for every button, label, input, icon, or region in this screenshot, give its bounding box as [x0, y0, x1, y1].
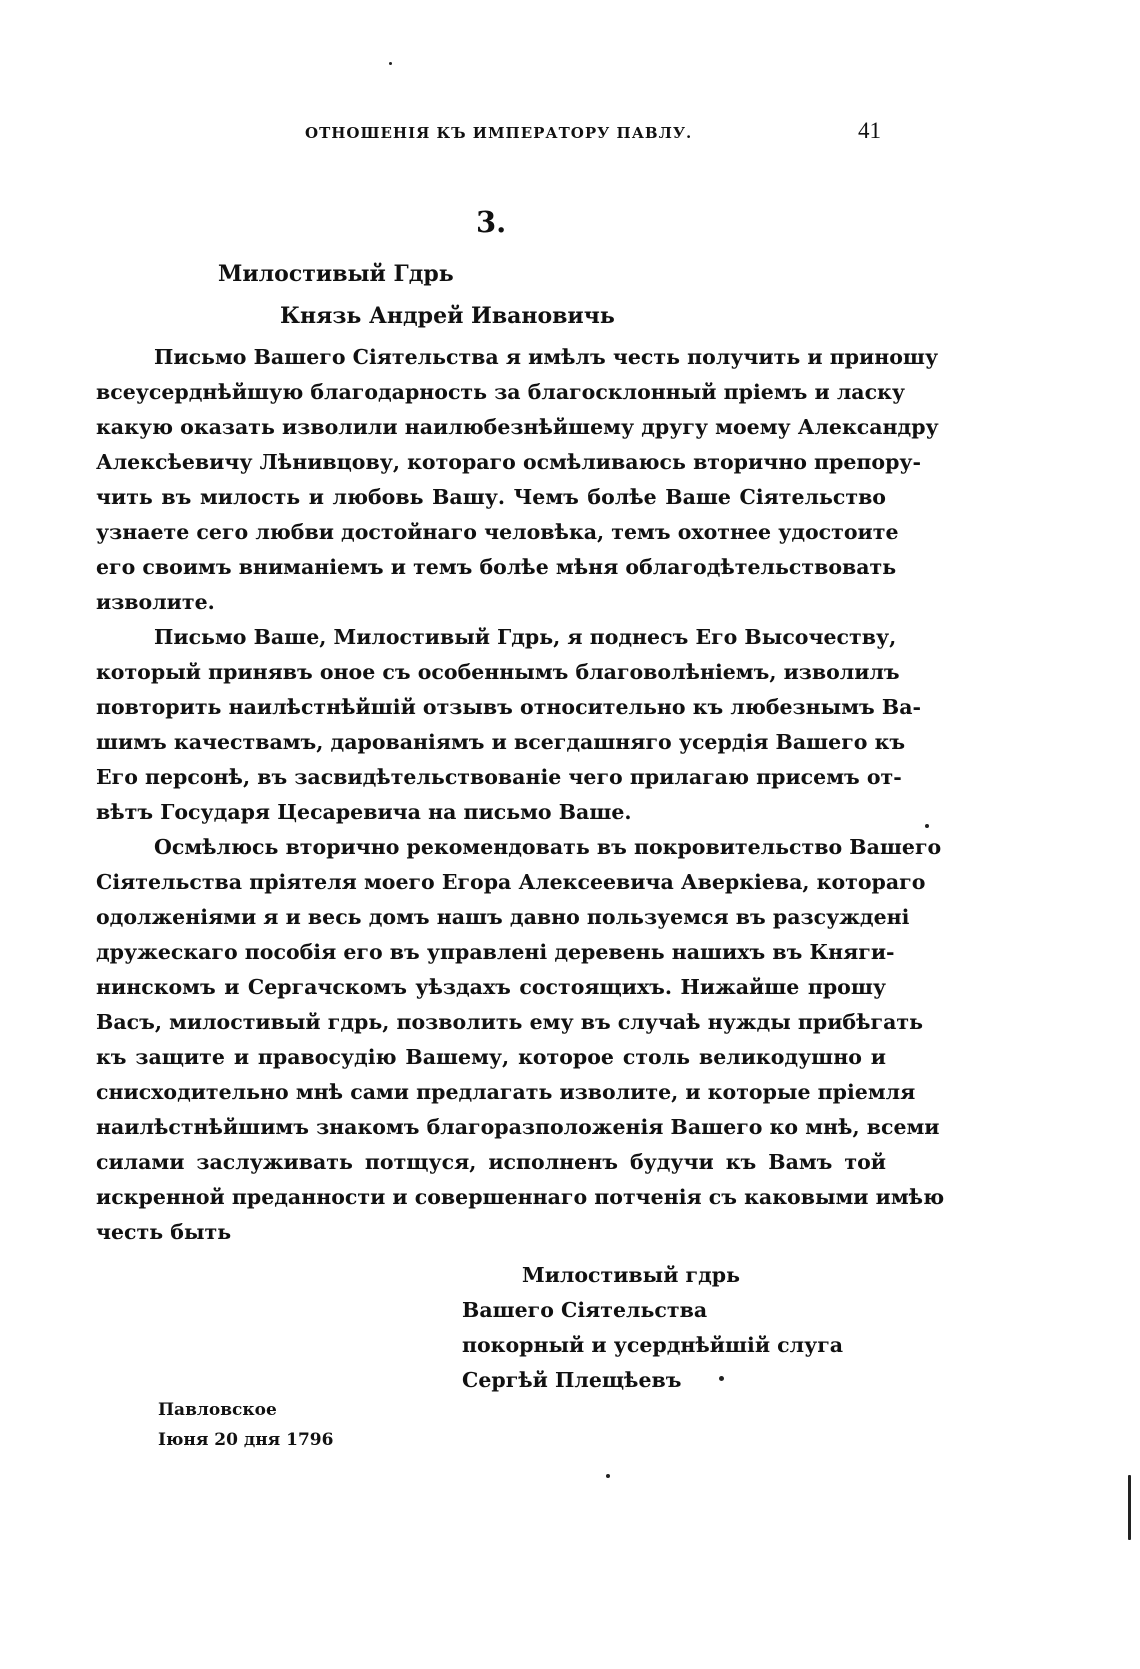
closing-signature-block [462, 1258, 843, 1398]
text-line: чить въ милость и любовь Вашу. Чемъ болѣе Ваше Сіятельство [96, 485, 886, 509]
text-line: вѣтъ Государя Цесаревича на письмо Ваше. [96, 800, 632, 824]
text-line: который принявъ оное съ особеннымъ благоволѣніемъ, изволилъ [96, 660, 900, 684]
text-line: Его персонѣ, въ засвидѣтельствованіе чего прилагаю присемъ от- [96, 765, 902, 789]
closing-salutation: Милостивый гдрь [522, 1263, 741, 1287]
text-line: искренной преданности и совершеннаго потченія съ каковыми имѣю [96, 1185, 945, 1209]
text-line: Письмо Ваше, Милостивый Гдрь, я поднесъ Его Высочеству, [154, 625, 897, 649]
text-line: Алексѣевичу Лѣнивцову, котораго осмѣливаюсь вторично препору- [96, 450, 922, 474]
signature-name: Сергѣй Плещѣевъ [462, 1368, 682, 1392]
scan-speck [925, 824, 929, 828]
paragraph-3 [96, 830, 945, 1250]
letter-number: 3. [476, 205, 507, 239]
closing-line: покорный и усерднѣйшій слуга [462, 1333, 844, 1357]
date: Іюня 20 дня 1796 [158, 1430, 334, 1450]
text-line: нинскомъ и Сергачскомъ уѣздахъ состоящихъ. Нижайше прошу [96, 975, 886, 999]
text-line: повторить наилѣстнѣйшій отзывъ относительно къ любезнымъ Ва- [96, 695, 921, 719]
page-number: 41 [858, 118, 881, 143]
text-line: Васъ, милостивый гдрь, позволить ему въ случаѣ нужды прибѣгать [96, 1010, 923, 1034]
text-line: снисходительно мнѣ сами предлагать изволите, и которые пріемля [96, 1080, 916, 1104]
text-line: шимъ качествамъ, дарованіямъ и всегдашняго усердія Вашего къ [96, 730, 906, 754]
paragraph-1 [96, 340, 939, 620]
place-date-block [158, 1395, 333, 1455]
letter-body [96, 340, 945, 1250]
closing-line: Вашего Сіятельства [462, 1298, 708, 1322]
text-line: Сіятельства пріятеля моего Егора Алексеевича Аверкіева, котораго [96, 870, 926, 894]
text-line: одолженіями я и весь домъ нашъ давно пользуемся въ разсуждені [96, 905, 910, 929]
text-line: Письмо Вашего Сіятельства я имѣлъ честь получить и приношу [154, 345, 939, 369]
text-line: узнаете сего любви достойнаго человѣка, темъ охотнее удостоите [96, 520, 899, 544]
text-line: дружескаго пособія его въ управлені деревень нашихъ въ Княги- [96, 940, 895, 964]
scan-edge-mark [1128, 1475, 1131, 1540]
text-line: къ защите и правосудію Вашему, которое столь великодушно и [96, 1045, 886, 1069]
running-head: ОТНОШЕНІЯ КЪ ИМПЕРАТОРУ ПАВЛУ. [305, 124, 693, 142]
scan-speck [389, 62, 392, 65]
text-line: какую оказать изволили наилюбезнѣйшему другу моему Александру [96, 415, 939, 439]
place: Павловское [158, 1400, 277, 1420]
text-line: Осмѣлюсь вторично рекомендовать въ покровительство Вашего [154, 835, 942, 859]
text-line: наилѣстнѣйшимъ знакомъ благоразположенія Вашего ко мнѣ, всеми [96, 1115, 940, 1139]
scan-speck [606, 1474, 610, 1478]
text-line: честь быть [96, 1220, 232, 1244]
text-line: его своимъ вниманіемъ и темъ болѣе мѣня облагодѣтельствовать [96, 555, 897, 579]
text-line: изволите. [96, 590, 215, 614]
addressee: Князь Андрей Ивановичь [280, 303, 615, 329]
text-line: всеусерднѣйшую благодарность за благосклонный пріемъ и ласку [96, 380, 905, 404]
paragraph-2 [96, 620, 921, 830]
text-line: силами заслуживать потщуся, исполненъ будучи къ Вамъ той [96, 1150, 886, 1174]
salutation: Милостивый Гдрь [218, 261, 454, 287]
scan-speck [719, 1376, 724, 1381]
